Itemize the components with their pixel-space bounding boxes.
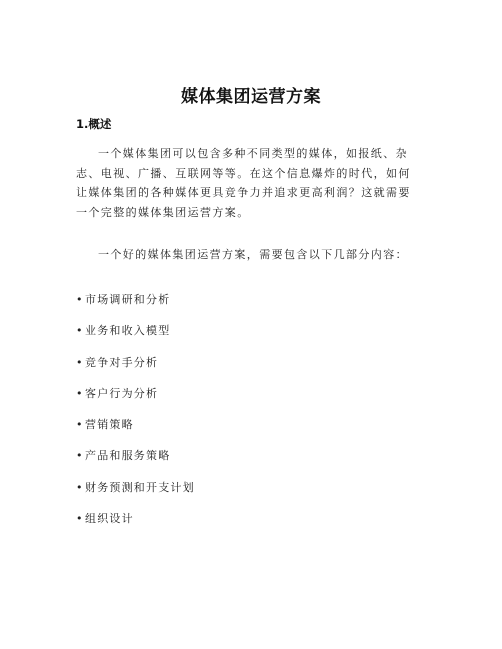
bullet-icon: • xyxy=(76,480,84,494)
list-item-text: 组织设计 xyxy=(85,512,134,526)
list-item xyxy=(76,315,195,346)
bullet-icon: • xyxy=(76,386,84,400)
list-item xyxy=(76,409,195,440)
content-list xyxy=(76,284,195,534)
list-item-text: 产品和服务策略 xyxy=(85,449,171,463)
section-heading-overview: 1.概述 xyxy=(76,117,112,131)
bullet-icon: • xyxy=(76,324,84,338)
paragraph-intro: 一个媒体集团可以包含多种不同类型的媒体，如报纸、杂志、电视、广播、互联网等等。在这个信息爆炸的时代，如何让媒体集团的各种媒体更具竞争力并追求更高利润？这就需要一个完整的媒体集团运营方案。 xyxy=(76,147,411,219)
list-item-text: 市场调研和分析 xyxy=(85,293,171,306)
list-item xyxy=(76,503,195,534)
list-item-text: 营销策略 xyxy=(85,418,134,432)
bullet-icon: • xyxy=(76,512,84,526)
list-item-text: 竞争对手分析 xyxy=(85,355,159,369)
bullet-icon: • xyxy=(76,449,84,463)
bullet-icon: • xyxy=(76,293,84,306)
list-item xyxy=(76,378,195,409)
bullet-icon: • xyxy=(76,355,84,369)
list-item-text: 财务预测和开支计划 xyxy=(85,480,195,494)
document-title: 媒体集团运营方案 xyxy=(181,87,321,107)
bullet-icon: • xyxy=(76,418,84,432)
paragraph-list-intro: 一个好的媒体集团运营方案，需要包含以下几部分内容： xyxy=(98,248,408,261)
list-item xyxy=(76,440,195,471)
list-item xyxy=(76,284,195,315)
list-item-text: 客户行为分析 xyxy=(85,386,159,400)
list-item xyxy=(76,472,195,503)
list-item xyxy=(76,347,195,378)
list-item-text: 业务和收入模型 xyxy=(85,324,171,338)
